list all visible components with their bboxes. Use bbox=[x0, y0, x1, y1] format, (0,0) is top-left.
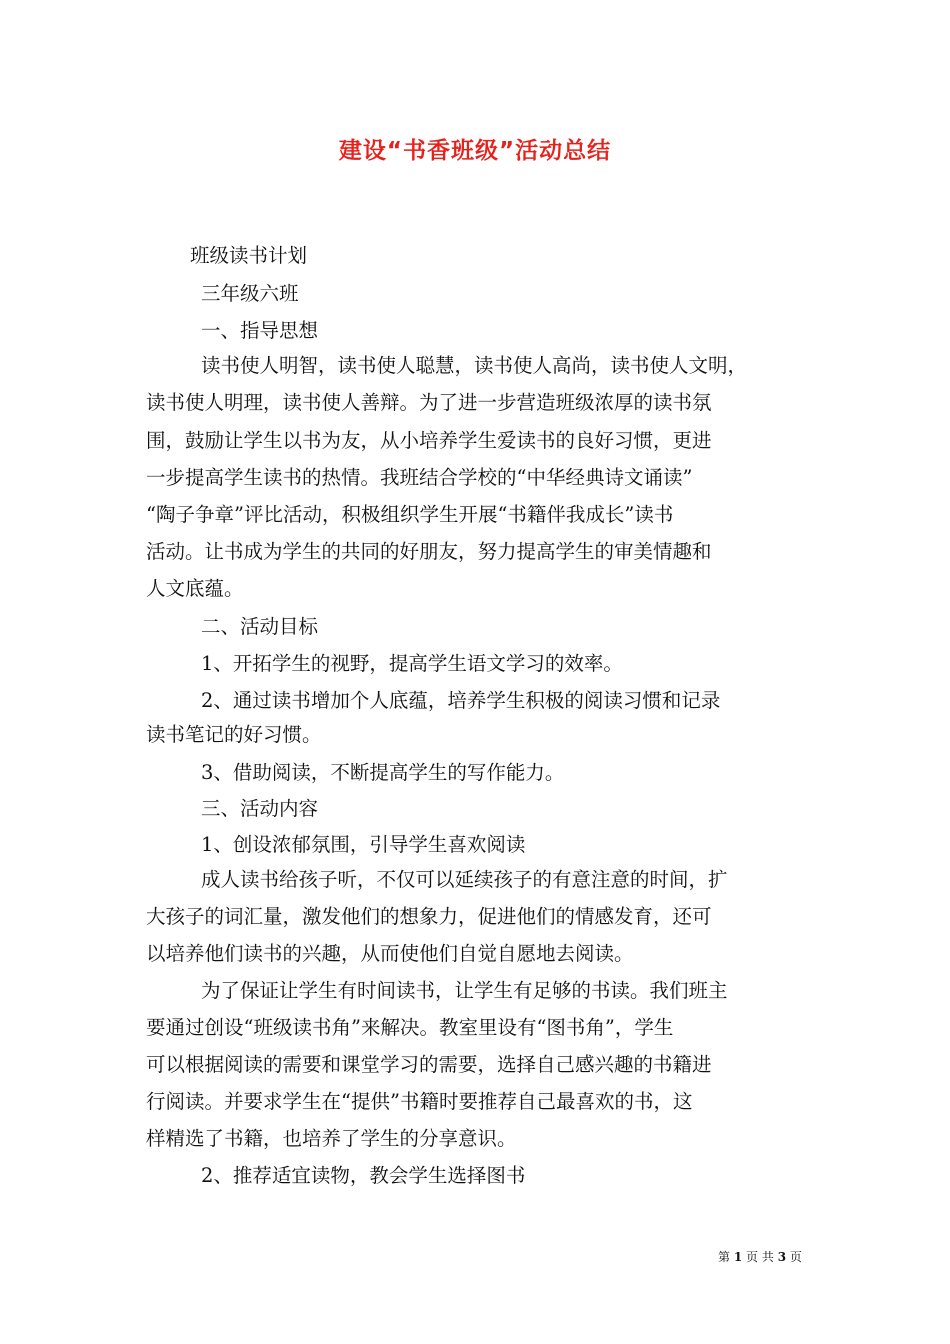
section1-line: 读书使人明智，读书使人聪慧，读书使人高尚，读书使人文明， bbox=[201, 354, 748, 377]
footer-suffix: 页 bbox=[789, 1250, 802, 1264]
goal-item: 1、开拓学生的视野，提高学生语文学习的效率。 bbox=[201, 652, 623, 675]
content1-para2-line: 可以根据阅读的需要和课堂学习的需要，选择自己感兴趣的书籍进 bbox=[146, 1053, 712, 1076]
plan-heading: 班级读书计划 bbox=[190, 244, 308, 267]
footer-middle: 页 共 bbox=[746, 1250, 774, 1264]
footer-page-total: 3 bbox=[777, 1250, 787, 1264]
content1-para1-line: 成人读书给孩子听，不仅可以延续孩子的有意注意的时间，扩 bbox=[201, 868, 728, 891]
content1-heading: 1、创设浓郁氛围，引导学生喜欢阅读 bbox=[201, 833, 526, 856]
page-number-footer bbox=[718, 1248, 802, 1265]
document-title: 建设“书香班级”活动总结 bbox=[338, 138, 612, 164]
section3-heading: 三、活动内容 bbox=[201, 797, 319, 820]
footer-page-current: 1 bbox=[733, 1250, 743, 1264]
section1-line: 一步提高学生读书的热情。我班结合学校的“中华经典诗文诵读” bbox=[146, 466, 693, 489]
section1-line: 活动。让书成为学生的共同的好朋友，努力提高学生的审美情趣和 bbox=[146, 540, 712, 563]
content2-heading: 2、推荐适宜读物，教会学生选择图书 bbox=[201, 1164, 526, 1187]
goal-item: 3、借助阅读，不断提高学生的写作能力。 bbox=[201, 761, 565, 784]
footer-prefix: 第 bbox=[718, 1250, 731, 1264]
content1-para2-line: 为了保证让学生有时间读书，让学生有足够的书读。我们班主 bbox=[201, 979, 728, 1002]
content1-para1-line: 以培养他们读书的兴趣，从而使他们自觉自愿地去阅读。 bbox=[146, 942, 634, 965]
section1-line: “陶子争章”评比活动，积极组织学生开展“书籍伴我成长”读书 bbox=[146, 503, 674, 526]
content1-para2-line: 行阅读。并要求学生在“提供”书籍时要推荐自己最喜欢的书，这 bbox=[146, 1090, 693, 1113]
goal-item: 2、通过读书增加个人底蕴，培养学生积极的阅读习惯和记录 bbox=[201, 689, 721, 712]
section2-heading: 二、活动目标 bbox=[201, 615, 319, 638]
section1-line: 围，鼓励让学生以书为友，从小培养学生爱读书的良好习惯，更进 bbox=[146, 429, 712, 452]
section1-line: 读书使人明理，读书使人善辩。为了进一步营造班级浓厚的读书氛 bbox=[146, 391, 712, 414]
content1-para1-line: 大孩子的词汇量，激发他们的想象力，促进他们的情感发育，还可 bbox=[146, 905, 712, 928]
section1-heading: 一、指导思想 bbox=[201, 319, 319, 342]
content1-para2-line: 样精选了书籍，也培养了学生的分享意识。 bbox=[146, 1127, 517, 1150]
goal-item-continued: 读书笔记的好习惯。 bbox=[146, 723, 322, 746]
content1-para2-line: 要通过创设“班级读书角”来解决。教室里设有“图书角”，学生 bbox=[146, 1016, 674, 1039]
class-name: 三年级六班 bbox=[201, 282, 299, 305]
section1-line: 人文底蕴。 bbox=[146, 577, 244, 600]
